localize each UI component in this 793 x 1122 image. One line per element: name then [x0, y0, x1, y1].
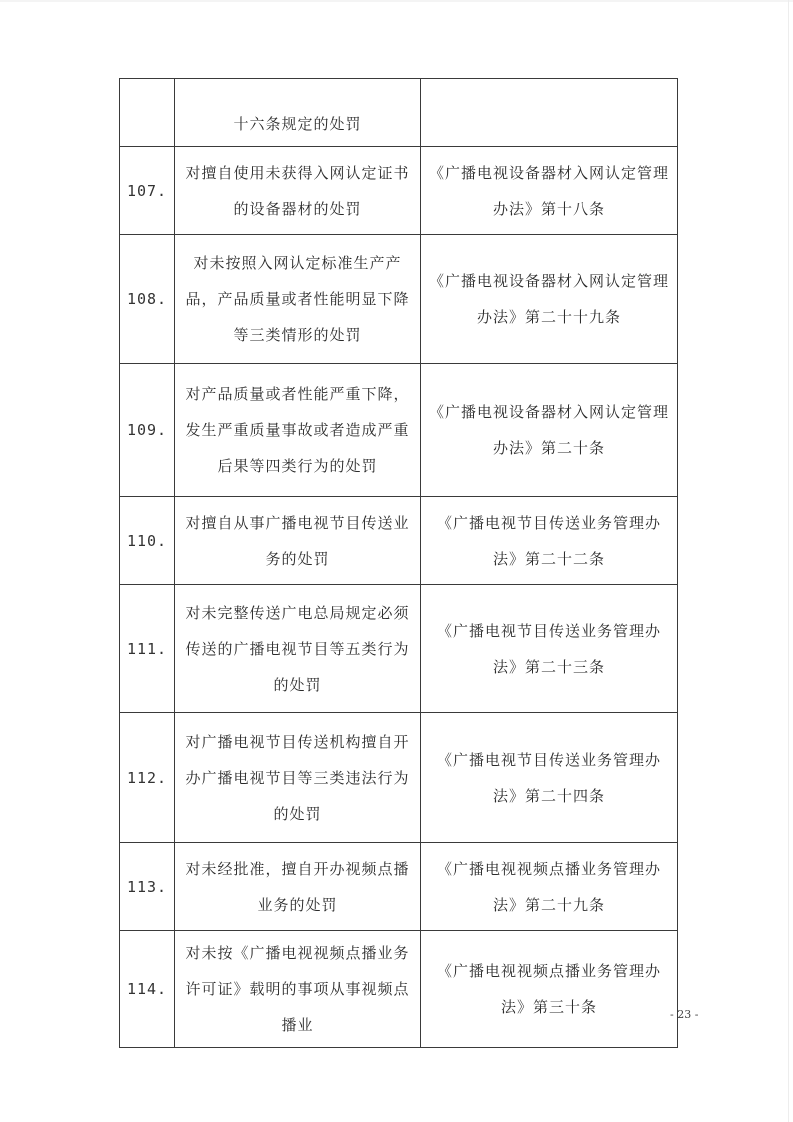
page-number: - 23 -	[670, 1008, 699, 1021]
row-number: 114.	[120, 931, 175, 1048]
table-row	[120, 79, 678, 147]
row-number	[120, 79, 175, 147]
legal-basis: 《广播电视设备器材入网认定管理办法》第十八条	[421, 147, 678, 235]
penalty-item: 对广播电视节目传送机构擅自开办广播电视节目等三类违法行为的处罚	[175, 713, 421, 843]
penalty-item: 对擅自使用未获得入网认定证书的设备器材的处罚	[175, 147, 421, 235]
row-number: 111.	[120, 585, 175, 713]
penalty-item: 对擅自从事广播电视节目传送业务的处罚	[175, 497, 421, 585]
penalty-item: 对未经批准，擅自开办视频点播业务的处罚	[175, 843, 421, 931]
row-number: 108.	[120, 235, 175, 364]
penalty-item: 对未按《广播电视视频点播业务许可证》载明的事项从事视频点播业	[175, 931, 421, 1048]
table-row	[120, 931, 678, 1048]
penalty-item: 对未按照入网认定标准生产产品，产品质量或者性能明显下降等三类情形的处罚	[175, 235, 421, 364]
table-row	[120, 843, 678, 931]
legal-basis: 《广播电视视频点播业务管理办法》第二十九条	[421, 843, 678, 931]
table-row	[120, 364, 678, 497]
row-number: 110.	[120, 497, 175, 585]
legal-basis: 《广播电视设备器材入网认定管理办法》第二十条	[421, 364, 678, 497]
row-number: 107.	[120, 147, 175, 235]
legal-basis: 《广播电视节目传送业务管理办法》第二十二条	[421, 497, 678, 585]
legal-basis: 《广播电视节目传送业务管理办法》第二十三条	[421, 585, 678, 713]
table-row	[120, 585, 678, 713]
legal-basis: 《广播电视节目传送业务管理办法》第二十四条	[421, 713, 678, 843]
row-number: 112.	[120, 713, 175, 843]
scan-edge	[788, 0, 789, 1122]
penalty-item: 十六条规定的处罚	[175, 79, 421, 147]
row-number: 113.	[120, 843, 175, 931]
penalty-item: 对产品质量或者性能严重下降，发生严重质量事故或者造成严重后果等四类行为的处罚	[175, 364, 421, 497]
table-row	[120, 497, 678, 585]
legal-basis: 《广播电视视频点播业务管理办法》第三十条	[421, 931, 678, 1048]
penalty-items-table	[119, 78, 678, 1048]
legal-basis: 《广播电视设备器材入网认定管理办法》第二十十九条	[421, 235, 678, 364]
table-row	[120, 713, 678, 843]
row-number: 109.	[120, 364, 175, 497]
legal-basis	[421, 79, 678, 147]
scan-edge	[0, 0, 793, 2]
penalty-item: 对未完整传送广电总局规定必须传送的广播电视节目等五类行为的处罚	[175, 585, 421, 713]
table-row	[120, 147, 678, 235]
table-row	[120, 235, 678, 364]
